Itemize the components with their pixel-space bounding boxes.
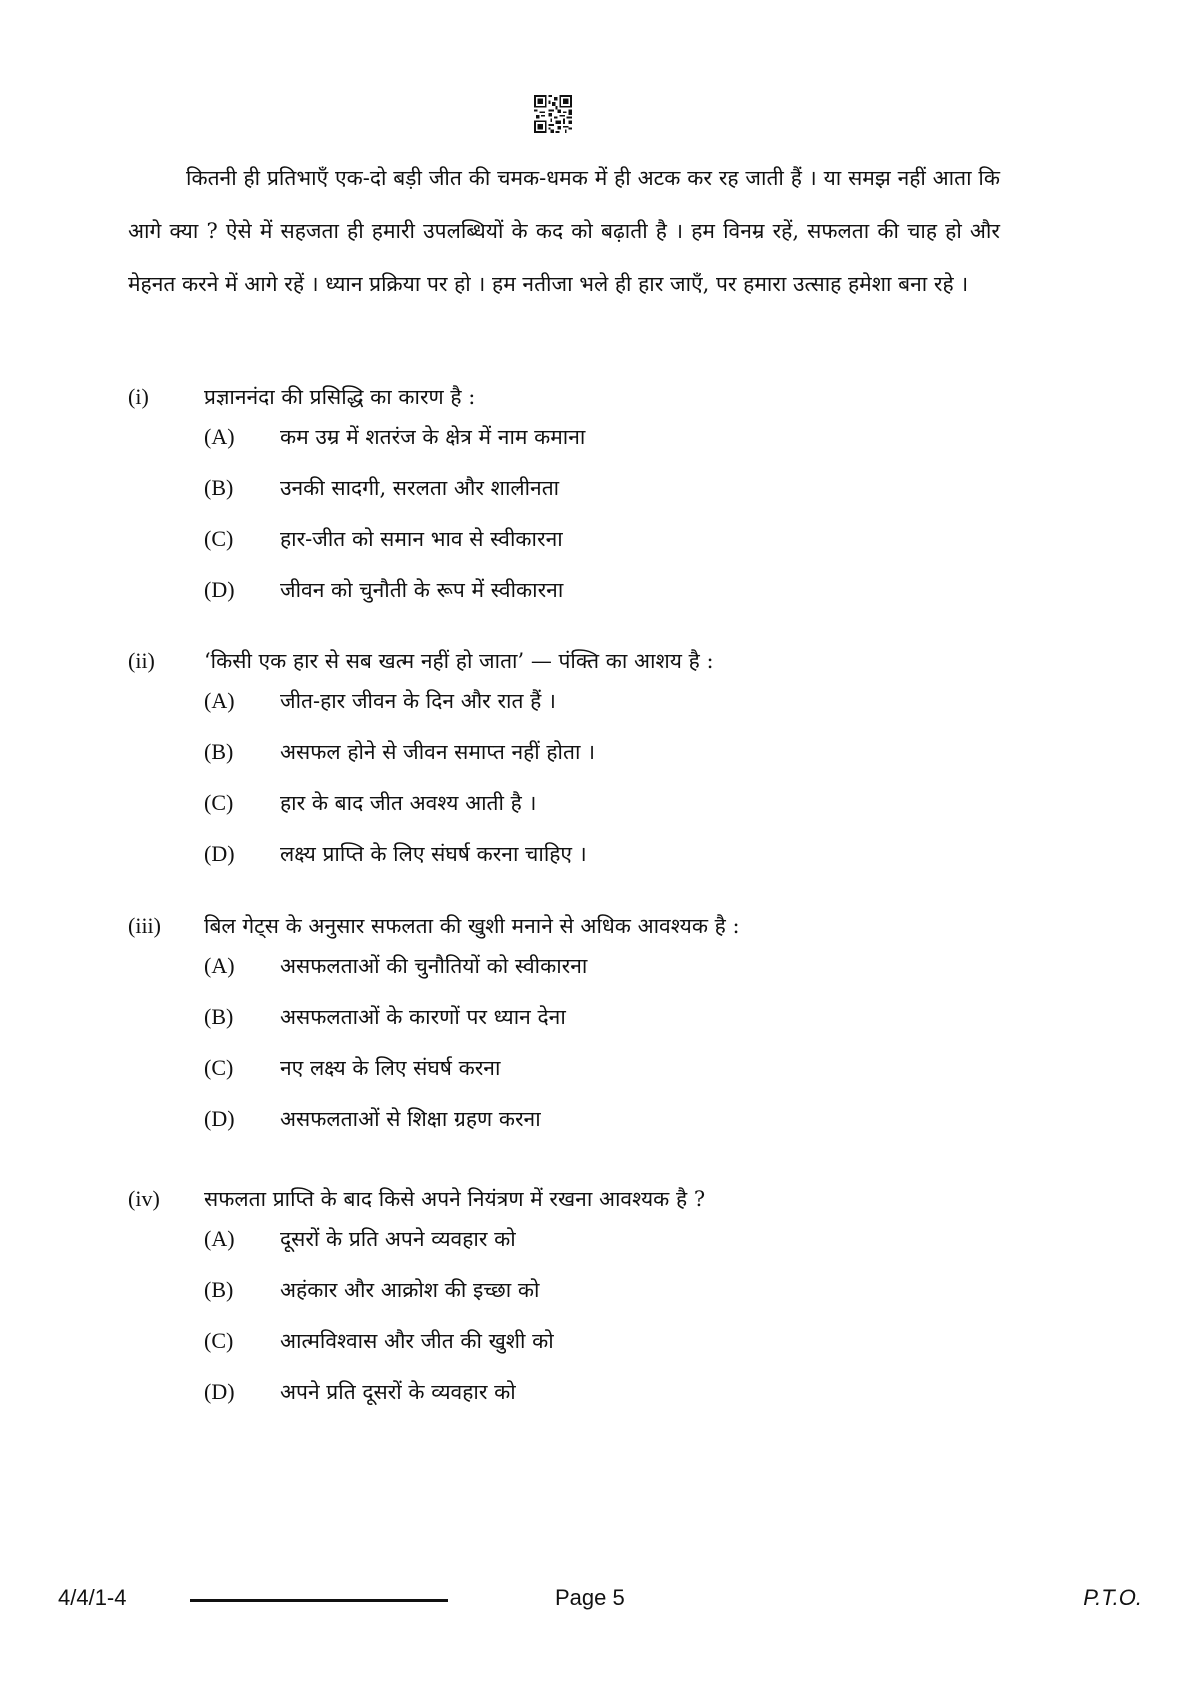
question-text: ‘किसी एक हार से सब खत्म नहीं हो जाता’ — पंक्ति का आशय है : — [204, 649, 714, 673]
option-text: असफलताओं से शिक्षा ग्रहण करना — [280, 1107, 541, 1131]
option-text: नए लक्ष्य के लिए संघर्ष करना — [280, 1056, 501, 1080]
question-text: बिल गेट्स के अनुसार सफलता की खुशी मनाने से अधिक आवश्यक है : — [204, 914, 740, 938]
option-text: जीवन को चुनौती के रूप में स्वीकारना — [280, 578, 564, 602]
question-2 — [128, 647, 1068, 891]
option-text: जीत-हार जीवन के दिन और रात हैं । — [280, 689, 556, 713]
option-label: (A) — [204, 1226, 235, 1251]
option-label: (B) — [204, 475, 234, 500]
page-number: Page 5 — [555, 1585, 625, 1610]
option-c[interactable] — [204, 1054, 1068, 1105]
question-3 — [128, 912, 1068, 1156]
option-d[interactable] — [204, 1105, 1068, 1156]
please-turn-over: P.T.O. — [1083, 1585, 1142, 1610]
option-d[interactable] — [204, 576, 1068, 627]
option-label: (C) — [204, 1055, 234, 1080]
option-text: हार के बाद जीत अवश्य आती है । — [280, 791, 537, 815]
question-1 — [128, 383, 1068, 627]
option-text: अपने प्रति दूसरों के व्यवहार को — [280, 1380, 516, 1404]
option-label: (C) — [204, 790, 234, 815]
options-list — [204, 952, 1068, 1156]
option-text: दूसरों के प्रति अपने व्यवहार को — [280, 1227, 516, 1251]
option-a[interactable] — [204, 687, 1068, 738]
question-stem — [128, 912, 1068, 952]
question-text: प्रज्ञाननंदा की प्रसिद्धि का कारण है : — [204, 385, 476, 409]
option-text: असफलताओं के कारणों पर ध्यान देना — [280, 1005, 566, 1029]
question-text: सफलता प्राप्ति के बाद किसे अपने नियंत्रण में रखना आवश्यक है ? — [204, 1187, 706, 1211]
question-4 — [128, 1185, 1068, 1429]
option-a[interactable] — [204, 952, 1068, 1003]
question-stem — [128, 647, 1068, 687]
option-label: (D) — [204, 1106, 235, 1131]
option-text: लक्ष्य प्राप्ति के लिए संघर्ष करना चाहिए । — [280, 842, 587, 866]
option-text: आत्मविश्वास और जीत की खुशी को — [280, 1329, 554, 1353]
option-b[interactable] — [204, 474, 1068, 525]
option-a[interactable] — [204, 423, 1068, 474]
option-label: (C) — [204, 526, 234, 551]
option-d[interactable] — [204, 1378, 1068, 1429]
option-b[interactable] — [204, 738, 1068, 789]
option-b[interactable] — [204, 1276, 1068, 1327]
options-list — [204, 423, 1068, 627]
option-text: अहंकार और आक्रोश की इच्छा को — [280, 1278, 540, 1302]
option-c[interactable] — [204, 1327, 1068, 1378]
option-label: (C) — [204, 1328, 234, 1353]
option-label: (B) — [204, 1277, 234, 1302]
question-stem — [128, 383, 1068, 423]
option-text: असफलताओं की चुनौतियों को स्वीकारना — [280, 954, 588, 978]
option-label: (A) — [204, 688, 235, 713]
question-number: (iv) — [128, 1186, 160, 1211]
options-list — [204, 687, 1068, 891]
option-c[interactable] — [204, 525, 1068, 576]
option-label: (B) — [204, 739, 234, 764]
question-number: (i) — [128, 384, 149, 409]
question-stem — [128, 1185, 1068, 1225]
option-label: (D) — [204, 1379, 235, 1404]
footer-divider — [190, 1599, 448, 1602]
question-number: (iii) — [128, 913, 161, 938]
option-text: कम उम्र में शतरंज के क्षेत्र में नाम कमाना — [280, 425, 586, 449]
option-d[interactable] — [204, 840, 1068, 891]
option-label: (D) — [204, 841, 235, 866]
options-list — [204, 1225, 1068, 1429]
paper-code: 4/4/1-4 — [58, 1585, 127, 1610]
option-label: (A) — [204, 953, 235, 978]
option-b[interactable] — [204, 1003, 1068, 1054]
option-a[interactable] — [204, 1225, 1068, 1276]
passage-paragraph: कितनी ही प्रतिभाएँ एक-दो बड़ी जीत की चमक-धमक में ही अटक कर रह जाती हैं । या समझ नहीं आता कि आगे क्या ? ऐसे में सहजता ही हमारी उपलब्धियों के कद को बढ़ाती है । हम विनम्र रहें, सफलता की चाह हो और मेहनत करने में आगे रहें । ध्यान प्रक्रिया पर हो । हम नतीजा भले ही हार जाएँ, पर हमारा उत्साह हमेशा बना रहे । — [128, 166, 1000, 296]
page-footer — [0, 1585, 1190, 1625]
qr-code-icon — [534, 95, 572, 133]
option-label: (A) — [204, 424, 235, 449]
option-text: उनकी सादगी, सरलता और शालीनता — [280, 476, 560, 500]
option-label: (D) — [204, 577, 235, 602]
option-text: असफल होने से जीवन समाप्त नहीं होता । — [280, 740, 596, 764]
question-number: (ii) — [128, 648, 155, 673]
option-label: (B) — [204, 1004, 234, 1029]
option-text: हार-जीत को समान भाव से स्वीकारना — [280, 527, 563, 551]
option-c[interactable] — [204, 789, 1068, 840]
